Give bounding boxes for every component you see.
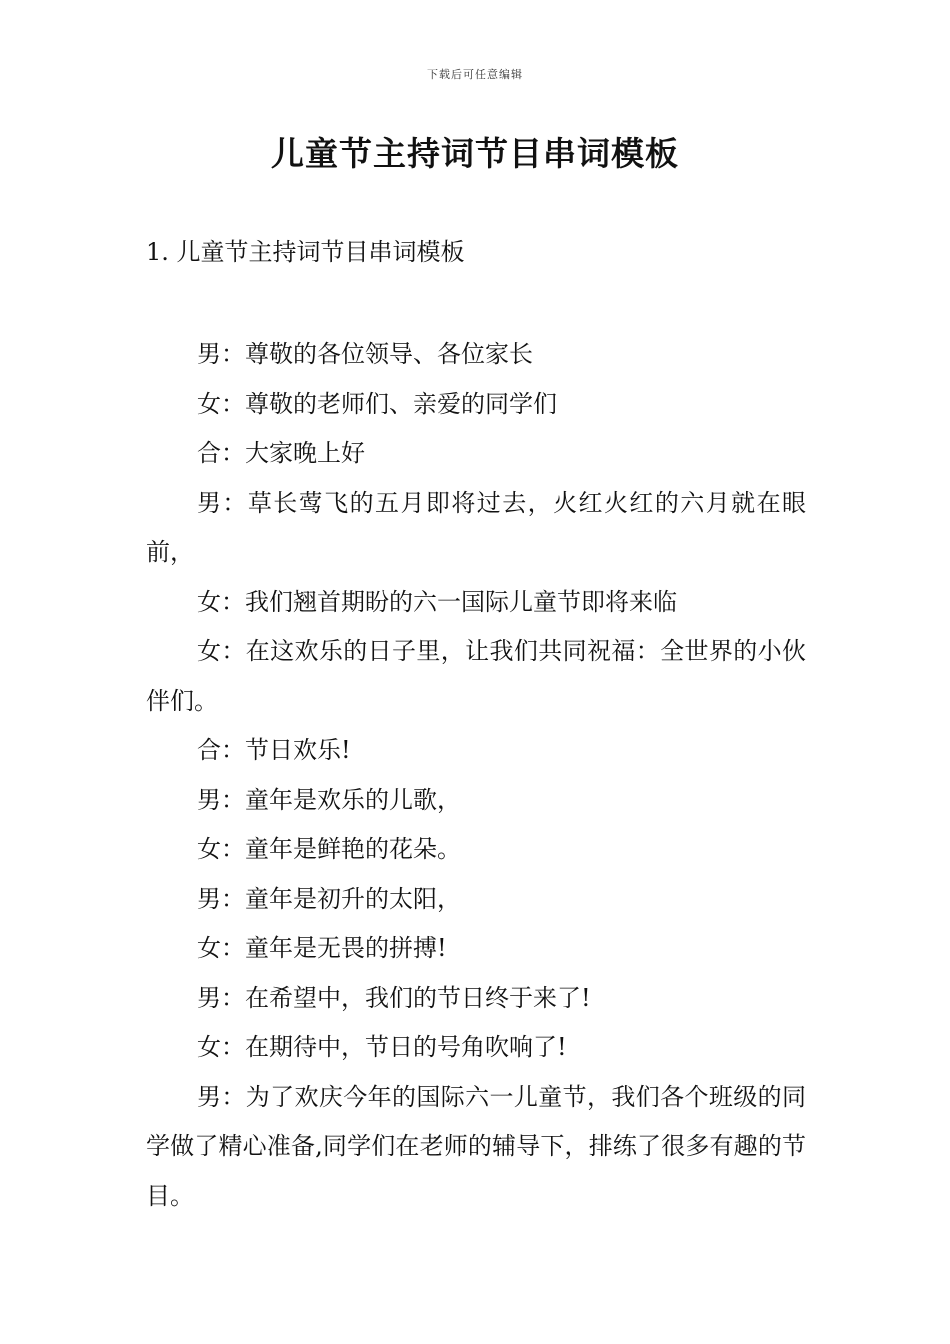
paragraph: 女：在期待中，节日的号角吹响了! bbox=[197, 1033, 567, 1061]
paragraph: 男：尊敬的各位领导、各位家长 bbox=[197, 340, 533, 368]
document-title: 儿童节主持词节目串词模板 bbox=[271, 134, 679, 173]
paragraph: 男：为了欢庆今年的国际六一儿童节，我们各个班级的同学做了精心准备,同学们在老师的辅导下，排练了很多有趣的节目。 bbox=[146, 1082, 806, 1210]
paragraph: 男：草长莺飞的五月即将过去，火红火红的六月就在眼前， bbox=[146, 488, 806, 566]
paragraph: 女：童年是鲜艳的花朵。 bbox=[197, 835, 461, 863]
paragraph: 合：节日欢乐! bbox=[197, 736, 351, 764]
document-body bbox=[146, 330, 806, 1221]
paragraph: 女：尊敬的老师们、亲爱的同学们 bbox=[197, 389, 557, 418]
paragraph: 合：大家晚上好 bbox=[197, 439, 365, 467]
paragraph: 女：在这欢乐的日子里，让我们共同祝福：全世界的小伙伴们。 bbox=[146, 637, 806, 715]
paragraph: 男：童年是欢乐的儿歌， bbox=[197, 785, 461, 814]
header-note: 下载后可任意编辑 bbox=[427, 68, 523, 81]
paragraph: 女：童年是无畏的拼搏! bbox=[197, 934, 447, 962]
paragraph: 男：童年是初升的太阳， bbox=[197, 884, 461, 913]
section-heading: 1. 儿童节主持词节目串词模板 bbox=[146, 238, 465, 266]
paragraph: 男：在希望中，我们的节日终于来了! bbox=[197, 983, 591, 1012]
paragraph: 女：我们翘首期盼的六一国际儿童节即将来临 bbox=[197, 587, 677, 616]
